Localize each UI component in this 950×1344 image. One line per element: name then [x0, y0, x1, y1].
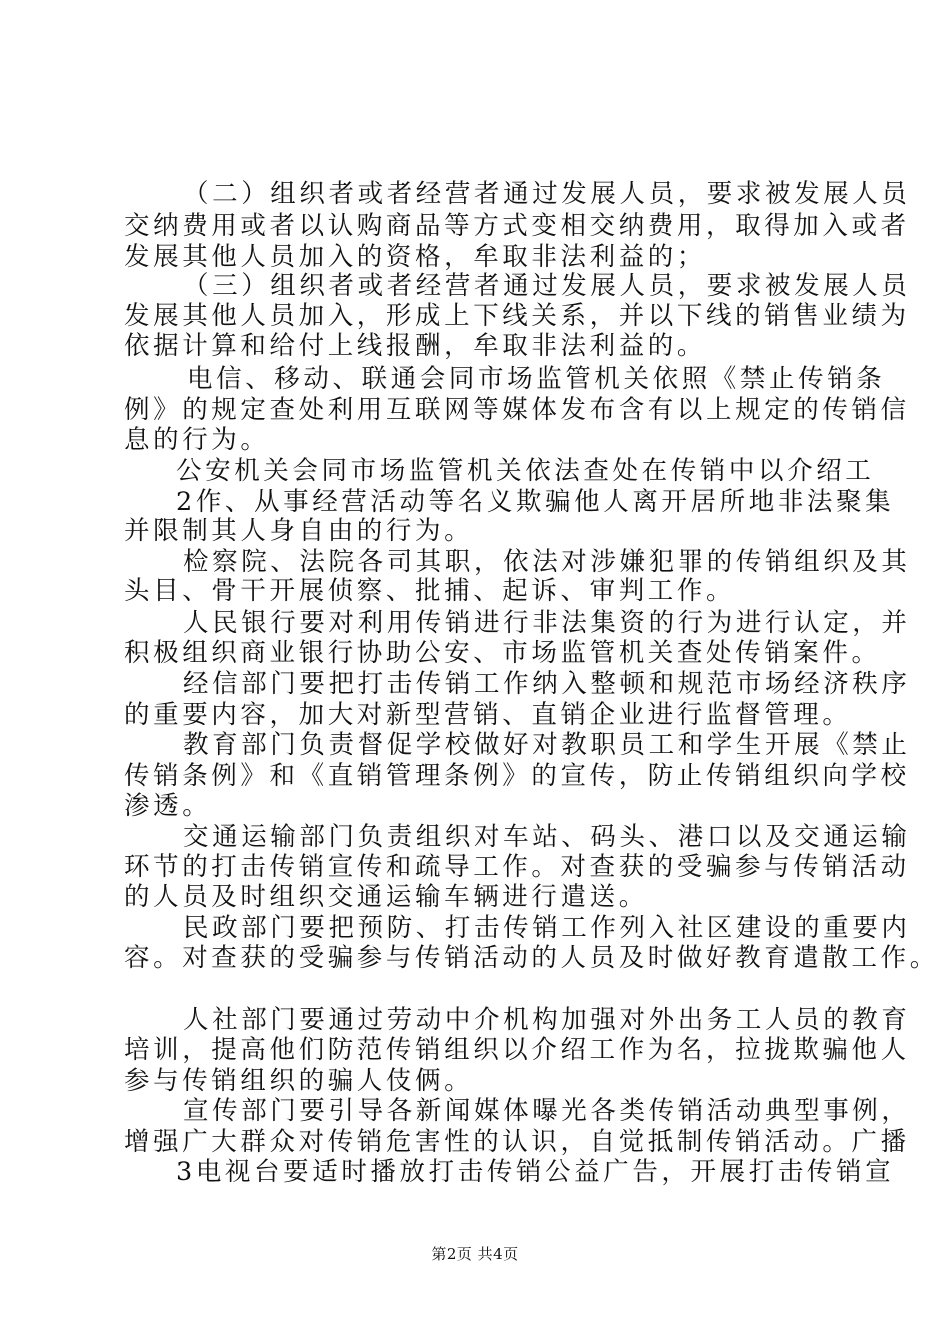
- body-line: 电信、移动、联通会同市场监管机关依照《禁止传销条: [187, 364, 886, 394]
- body-line: 增强广大群众对传销危害性的认识，自觉抵制传销活动。广播: [124, 1127, 910, 1157]
- body-line: 交通运输部门负责组织对车站、码头、港口以及交通运输: [183, 822, 911, 852]
- body-line: 培训，提高他们防范传销组织以介绍工作为名，拉拢欺骗他人: [124, 1035, 910, 1065]
- body-line: 渗透。: [124, 791, 212, 821]
- body-line: 公安机关会同市场监管机关依法查处在传销中以介绍工: [176, 456, 875, 486]
- body-line: 检察院、法院各司其职，依法对涉嫌犯罪的传销组织及其: [183, 547, 911, 577]
- page-number: 第2页 共4页: [431, 1245, 519, 1263]
- body-line: （二）组织者或者经营者通过发展人员，要求被发展人员: [183, 179, 911, 209]
- body-line: 并限制其人身自由的行为。: [124, 516, 474, 546]
- body-line: 息的行为。: [124, 425, 270, 455]
- body-line: 3电视台要适时播放打击传销公益广告，开展打击传销宣: [176, 1157, 895, 1187]
- body-line: 交纳费用或者以认购商品等方式变相交纳费用，取得加入或者: [124, 211, 910, 241]
- body-line: 传销条例》和《直销管理条例》的宣传，防止传销组织向学校: [124, 761, 910, 791]
- body-line: 环节的打击传销宣传和疏导工作。对查获的受骗参与传销活动: [124, 852, 910, 882]
- body-line: 积极组织商业银行协助公安、市场监管机关查处传销案件。: [124, 638, 881, 668]
- body-line: 经信部门要把打击传销工作纳入整顿和规范市场经济秩序: [183, 669, 911, 699]
- body-line: 头目、骨干开展侦察、批捕、起诉、审判工作。: [124, 576, 736, 606]
- body-line: （三）组织者或者经营者通过发展人员，要求被发展人员: [183, 271, 911, 301]
- body-line: 发展其他人员加入，形成上下线关系，并以下线的销售业绩为: [124, 301, 910, 331]
- body-line: 依据计算和给付上线报酬，牟取非法利益的。: [124, 331, 707, 361]
- body-line: 教育部门负责督促学校做好对教职员工和学生开展《禁止: [183, 730, 911, 760]
- body-line: 民政部门要把预防、打击传销工作列入社区建设的重要内: [183, 913, 911, 943]
- body-line: 例》的规定查处利用互联网等媒体发布含有以上规定的传销信: [124, 395, 910, 425]
- body-line: 的重要内容，加大对新型营销、直销企业进行监督管理。: [124, 700, 852, 730]
- body-line: 容。对查获的受骗参与传销活动的人员及时做好教育遣散工作。: [124, 943, 939, 973]
- body-line: 人社部门要通过劳动中介机构加强对外出务工人员的教育: [183, 1005, 911, 1035]
- body-line: 2作、从事经营活动等名义欺骗他人离开居所地非法聚集: [176, 487, 895, 517]
- body-line: 发展其他人员加入的资格，牟取非法利益的；: [124, 242, 707, 272]
- body-line: 的人员及时组织交通运输车辆进行遣送。: [124, 882, 648, 912]
- body-line: 人民银行要对利用传销进行非法集资的行为进行认定，并: [183, 608, 911, 638]
- body-line: 宣传部门要引导各新闻媒体曝光各类传销活动典型事例，: [183, 1096, 911, 1126]
- body-line: 参与传销组织的骗人伎俩。: [124, 1066, 474, 1096]
